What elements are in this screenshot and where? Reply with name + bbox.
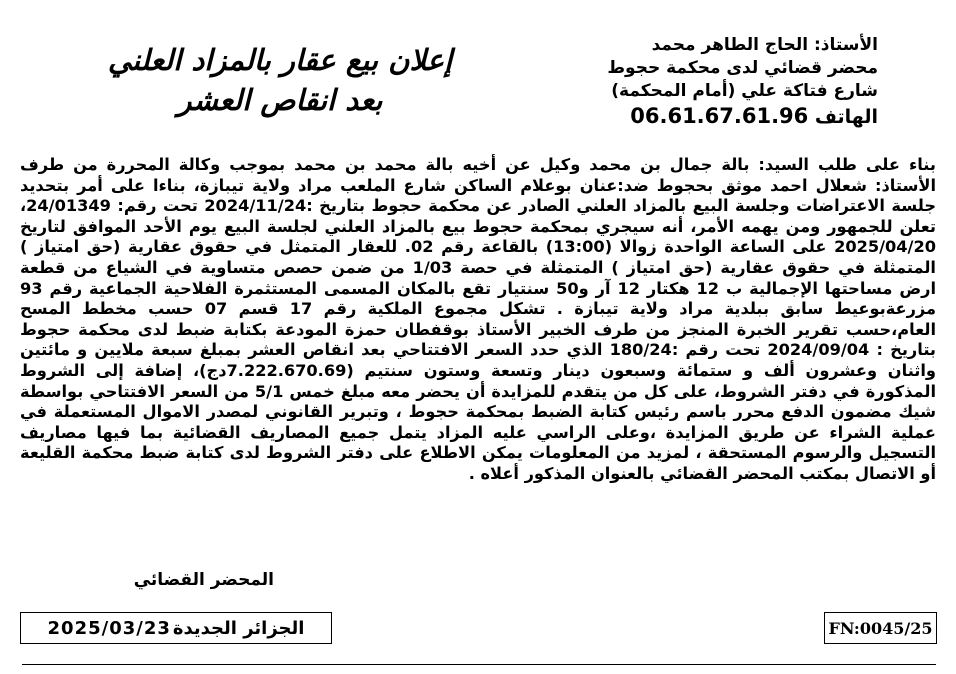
file-number: FN:0045/25 [828,618,933,638]
bailiff-phone-line [558,103,878,130]
bailiff-court: محضر قضائي لدى محكمة حجوط [607,58,878,78]
newspaper-name: الجزائر الجديدة [172,617,305,639]
phone-label: الهاتف [814,106,878,128]
phone-number: 06.61.67.61.96 [630,104,809,128]
bottom-divider [22,664,936,665]
bailiff-address: شارع فتاكة علي (أمام المحكمة) [611,81,878,101]
newspaper-box [20,612,332,644]
notice-title-line1: إعلان بيع عقار بالمزاد العلني [107,43,453,77]
notice-body: بناء على طلب السيد: بالة جمال بن محمد وكيل عن أخيه بالة محمد بن محمد بموجب وكالة المحررة من طرف الأستاذ: شعلال احمد موثق بحجوط ضد:عنان بوعلام الساكن شارع الملعب مراد ولاية تيبازة، بناءا على أمر بتحديد جلسة الاعتراضات وجلسة البيع بالمزاد العلني الصادر عن محكمة حجوط بتاريخ :2024/11/24 تحت رقم: 24/01349، تعلن للجمهور ومن يهمه الأمر، أنه سيجري بمحكمة حجوط بيع بالمزاد العلني لجلسة البيع يوم الأحد الموافق لتاريخ 2025/04/20 على الساعة الواحدة زوالا (13:00) بالقاعة رقم 02. للعقار المتمثل في حقوق عقارية (حق امتياز ) المتمثلة في حقوق عقارية (حق امتياز ) المتمثلة في حصة 1/03 من ضمن حصص متساوية في الشياع من قطعة ارض مساحتها الإجمالية ب 12 هكتار 12 آر و50 سنتيار تقع بالمكان المسمى المستثمرة الفلاحية الجماعية رقم 93 مزرعةبوعيط سابق ببلدية مراد ولاية تيبازة . تشكل مجموع الملكية رقم 17 قسم 07 حسب مخطط المسح العام،حسب تقرير الخبرة المنجز من طرف الخبير الأستاذ بوقفطان حمزة المودعة بكتابة ضبط لدى محكمة حجوط بتاريخ : 2024/09/04 تحت رقم :180/24 الذي حدد السعر الافتتاحي بعد انقاص العشر بمبلغ سبعة ملايين و مائتين واثنان وعشرون ألف و ستمائة وسبعون دينار وتسعة وستون سنتيم (7.222.670.69دج)، إضافة إلى الشروط المذكورة في دفتر الشروط، على كل من يتقدم للمزايدة أن يحضر معه مبلغ خمس 5/1 من السعر الافتتاحي بواسطة شيك مضمون الدفع محرر باسم رئيس كتابة الضبط بمحكمة حجوط ، وتبرير القانوني لمصدر الاموال المستعملة في عملية الشراء عن طريق المزايدة ،وعلى الراسي عليه المزاد يتمل جميع المصاريف القضائية بما فيها مصاريف التسجيل والرسوم المستحقة ، لمزيد من المعلومات يمكن الاطلاع على دفتر الشروط لدى كتابة ضبط محكمة القليعة أو الاتصال بمكتب المحضر القضائي بالعنوان المذكور أعلاه . [20,155,937,483]
bailiff-info [558,34,878,130]
publication-date: 2025/03/23 [47,617,171,639]
signature: المحضر القضائي [133,570,274,590]
file-number-box [824,612,937,644]
bailiff-name: الأستاذ: الحاج الطاهر محمد [651,35,878,55]
notice-title-line2: بعد انقاص العشر [177,83,383,117]
notice-title [50,40,510,120]
